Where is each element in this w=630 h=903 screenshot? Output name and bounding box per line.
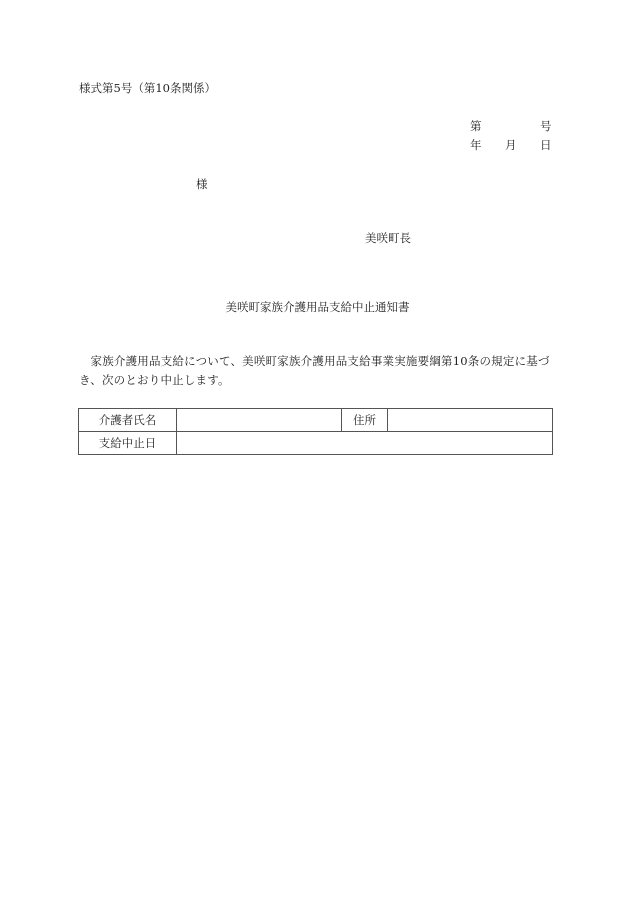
form-number: 様式第5号（第10条関係） bbox=[79, 81, 216, 95]
document-number-prefix: 第 bbox=[470, 119, 482, 133]
caregiver-name-field[interactable] bbox=[177, 409, 342, 432]
date-year-label: 年 bbox=[470, 138, 482, 152]
recipient-honorific: 様 bbox=[196, 177, 208, 191]
address-field[interactable] bbox=[388, 409, 553, 432]
date-day-label: 日 bbox=[540, 138, 552, 152]
info-table bbox=[78, 408, 553, 455]
document-number-suffix: 号 bbox=[540, 119, 552, 133]
body-paragraph: 家族介護用品支給について、美咲町家族介護用品支給事業実施要綱第10条の規定に基づき、次のとおり中止します。 bbox=[79, 354, 550, 387]
date-month-label: 月 bbox=[505, 138, 517, 152]
caregiver-name-label: 介護者氏名 bbox=[79, 409, 177, 432]
issuer-name: 美咲町長 bbox=[365, 231, 411, 245]
stop-date-label: 支給中止日 bbox=[79, 432, 177, 455]
table-row bbox=[79, 409, 553, 432]
address-label: 住所 bbox=[342, 409, 388, 432]
table-row bbox=[79, 432, 553, 455]
document-title: 美咲町家族介護用品支給中止通知書 bbox=[225, 300, 410, 314]
stop-date-field[interactable] bbox=[177, 432, 553, 455]
